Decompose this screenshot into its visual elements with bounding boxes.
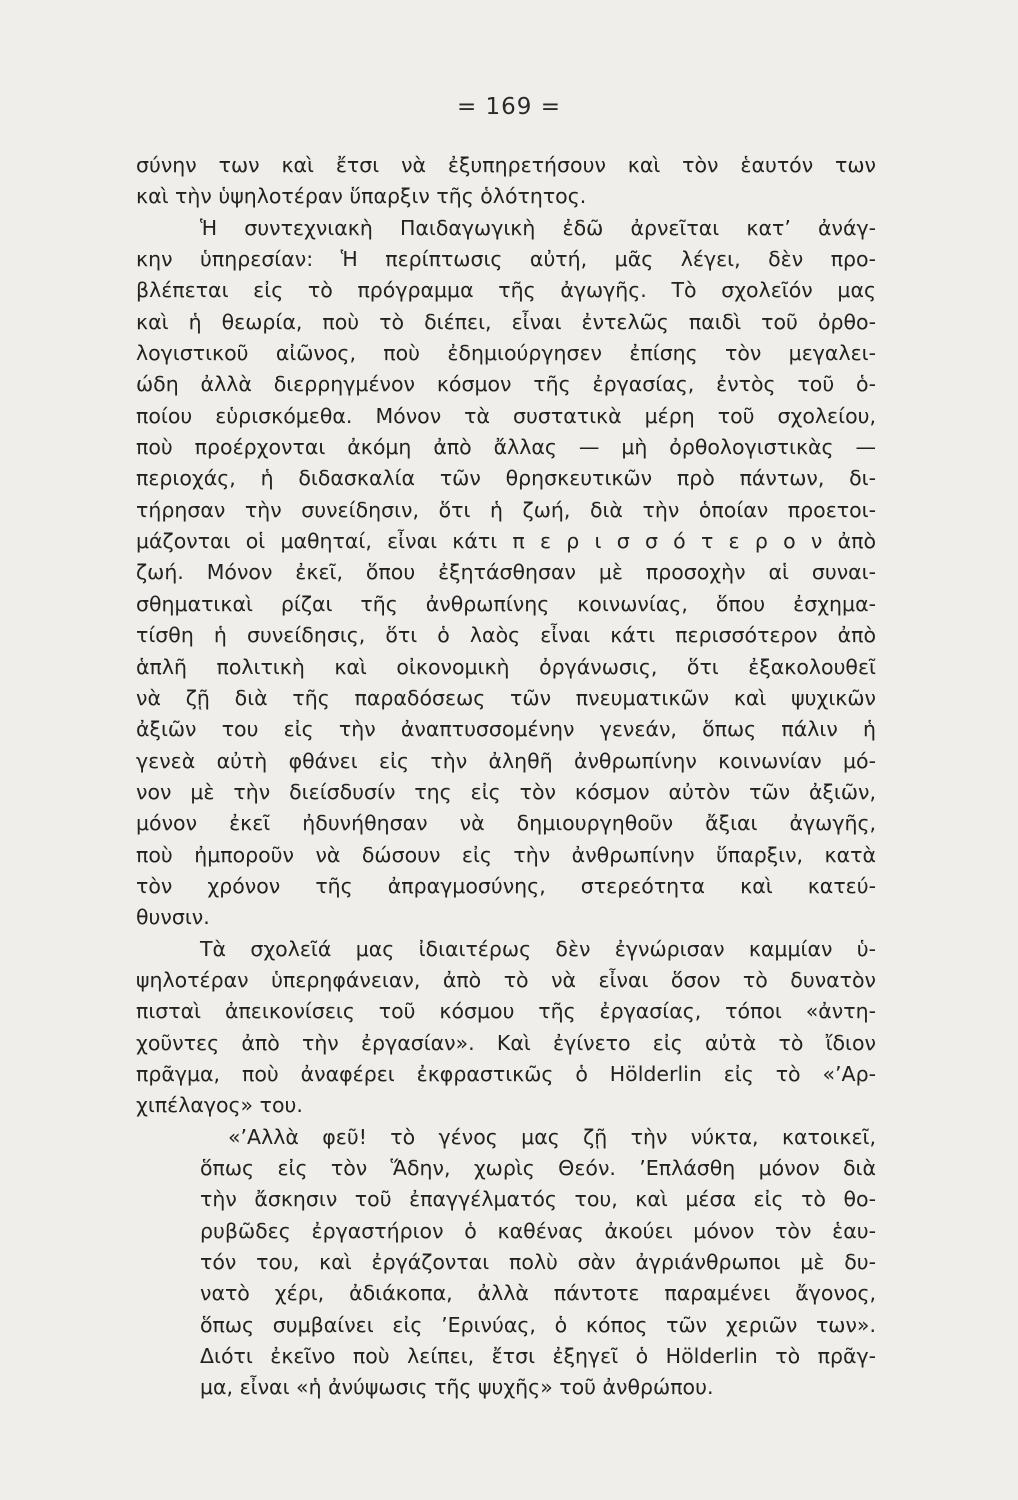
quote-line: ρυβῶδες ἐργαστήριον ὁ καθένας ἀκούει μόνον τὸν ἑαυ- [200, 1218, 876, 1243]
quote-line: ὅπως εἰς τὸν Ἅδην, χωρὶς Θεόν. ’Επλάσθη μόνον διὰ [200, 1156, 876, 1180]
text-line: Διότι ἐκεῖνο ποὺ λείπει, ἔτσι ἐξηγεῖ ὁ Hölderlin τὸ πρᾶγ- [200, 1344, 876, 1369]
text-line: ἀξιῶν του εἰς τὴν ἀναπτυσσομένην γενεάν, ὅπως πάλιν ἡ [136, 717, 876, 742]
text-line: καὶ τὴν ὑψηλοτέραν ὕπαρξιν τῆς ὁλότητος. [136, 184, 587, 209]
text-line: νὰ ζῇ διὰ τῆς παραδόσεως τῶν πνευματικῶν καὶ ψυχικῶν [136, 685, 876, 710]
text-line: χιπέλαγος» του. [136, 1093, 303, 1118]
text-line: ποὺ ἠμποροῦν νὰ δώσουν εἰς τὴν ἀνθρωπίνην ὕπαρξιν, κατὰ [136, 842, 876, 867]
text-line: τὸν χρόνον τῆς ἀπραγμοσύνης, στερεότητα καὶ κατεύ- [136, 873, 876, 898]
quote-line: ὅπως συμβαίνει εἰς ’Ερινύας, ὁ κόπος τῶν χεριῶν των». [200, 1312, 876, 1337]
text-line: τήρησαν τὴν συνείδησιν, ὅτι ἡ ζωή, διὰ τὴν ὁποίαν προετοι- [136, 497, 876, 522]
text-line: καὶ ἡ θεωρία, ποὺ τὸ διέπει, εἶναι ἐντελῶς παιδὶ τοῦ ὀρθο- [136, 309, 876, 334]
text-line: ψηλοτέραν ὑπερηφάνειαν, ἀπὸ τὸ νὰ εἶναι ὅσον τὸ δυνατὸν [136, 967, 876, 992]
text-line: κην ὑπηρεσίαν: Ἡ περίπτωσις αὐτή, μᾶς λέγει, δὲν προ- [136, 247, 876, 272]
text-line: μόνον ἐκεῖ ἠδυνήθησαν νὰ δημιουργηθοῦν ἄξιαι ἀγωγῆς, [136, 811, 876, 836]
text-line: ποὺ προέρχονται ἀκόμη ἀπὸ ἄλλας — μὴ ὀρθολογιστικὰς — [136, 435, 876, 460]
text-line: γενεὰ αὐτὴ φθάνει εἰς τὴν ἀληθῆ ἀνθρωπίνην κοινωνίαν μό- [136, 748, 876, 773]
text-line: ζωή. Μόνον ἐκεῖ, ὅπου ἐξητάσθησαν μὲ προσοχὴν αἱ συναι- [136, 560, 876, 585]
text-line: Τὰ σχολεῖά μας ἰδιαιτέρως δὲν ἐγνώρισαν καμμίαν ὑ- [200, 936, 876, 961]
text-line: σύνην των καὶ ἔτσι νὰ ἐξυπηρετήσουν καὶ τὸν ἑαυτόν των [136, 153, 876, 177]
text-line: πρᾶγμα, ποὺ ἀναφέρει ἐκφραστικῶς ὁ Hölderlin εἰς τὸ «’Αρ- [136, 1061, 876, 1086]
quote-line: τὴν ἄσκησιν τοῦ ἐπαγγέλματός του, καὶ μέσα εἰς τὸ θο- [200, 1187, 876, 1212]
text-line: Ἡ συντεχνιακὴ Παιδαγωγικὴ ἐδῶ ἀρνεῖται κατ’ ἀνάγ- [200, 215, 876, 240]
text-line: μάζονται οἱ μαθηταί, εἶναι κάτι π ε ρ ι σ σ ό τ ε ρ ο ν ἀπὸ [136, 529, 876, 554]
text-line: ἁπλῆ πολιτικὴ καὶ οἰκονομικὴ ὀργάνωσις, ὅτι ἐξακολουθεῖ [136, 654, 876, 679]
text-line: ώδη ἀλλὰ διερρηγμένον κόσμον τῆς ἐργασίας, ἐντὸς τοῦ ὁ- [136, 372, 876, 397]
text-line: θυνσιν. [136, 905, 210, 930]
page-number: = 169 = [456, 94, 562, 120]
quote-line: τόν του, καὶ ἐργάζονται πολὺ σὰν ἀγριάνθρωποι μὲ δυ- [200, 1250, 876, 1275]
text-line: χοῦντες ἀπὸ τὴν ἐργασίαν». Καὶ ἐγίνετο εἰς αὐτὰ τὸ ἴδιον [136, 1030, 876, 1055]
body-text [136, 150, 876, 1404]
text-line: βλέπεται εἰς τὸ πρόγραμμα τῆς ἀγωγῆς. Τὸ σχολεῖόν μας [136, 278, 876, 303]
text-line: σθηματικαὶ ρίζαι τῆς ἀνθρωπίνης κοινωνίας, ὅπου ἐσχημα- [136, 591, 876, 616]
text-line: μα, εἶναι «ἡ ἀνύψωσις τῆς ψυχῆς» τοῦ ἀνθρώπου. [200, 1375, 714, 1400]
quote-line: νατὸ χέρι, ἀδιάκοπα, ἀλλὰ πάντοτε παραμένει ἄγονος, [200, 1281, 876, 1306]
text-line: πισταὶ ἀπεικονίσεις τοῦ κόσμου τῆς ἐργασίας, τόποι «ἀντη- [136, 999, 876, 1024]
text-line: περιοχάς, ἡ διδασκαλία τῶν θρησκευτικῶν πρὸ πάντων, δι- [136, 466, 876, 491]
quote-line: «’Αλλὰ φεῦ! τὸ γένος μας ζῇ τὴν νύκτα, κατοικεῖ, [228, 1124, 876, 1149]
text-line: τίσθη ἡ συνείδησις, ὅτι ὁ λαὸς εἶναι κάτι περισσότερον ἀπὸ [136, 623, 876, 648]
text-line: νον μὲ τὴν διείσδυσίν της εἰς τὸν κόσμον αὐτὸν τῶν ἀξιῶν, [136, 779, 876, 804]
text-line: λογιστικοῦ αἰῶνος, ποὺ ἐδημιούργησεν ἐπίσης τὸν μεγαλει- [136, 341, 876, 366]
text-line: ποίου εὑρισκόμεθα. Μόνον τὰ συστατικὰ μέρη τοῦ σχολείου, [136, 403, 876, 428]
